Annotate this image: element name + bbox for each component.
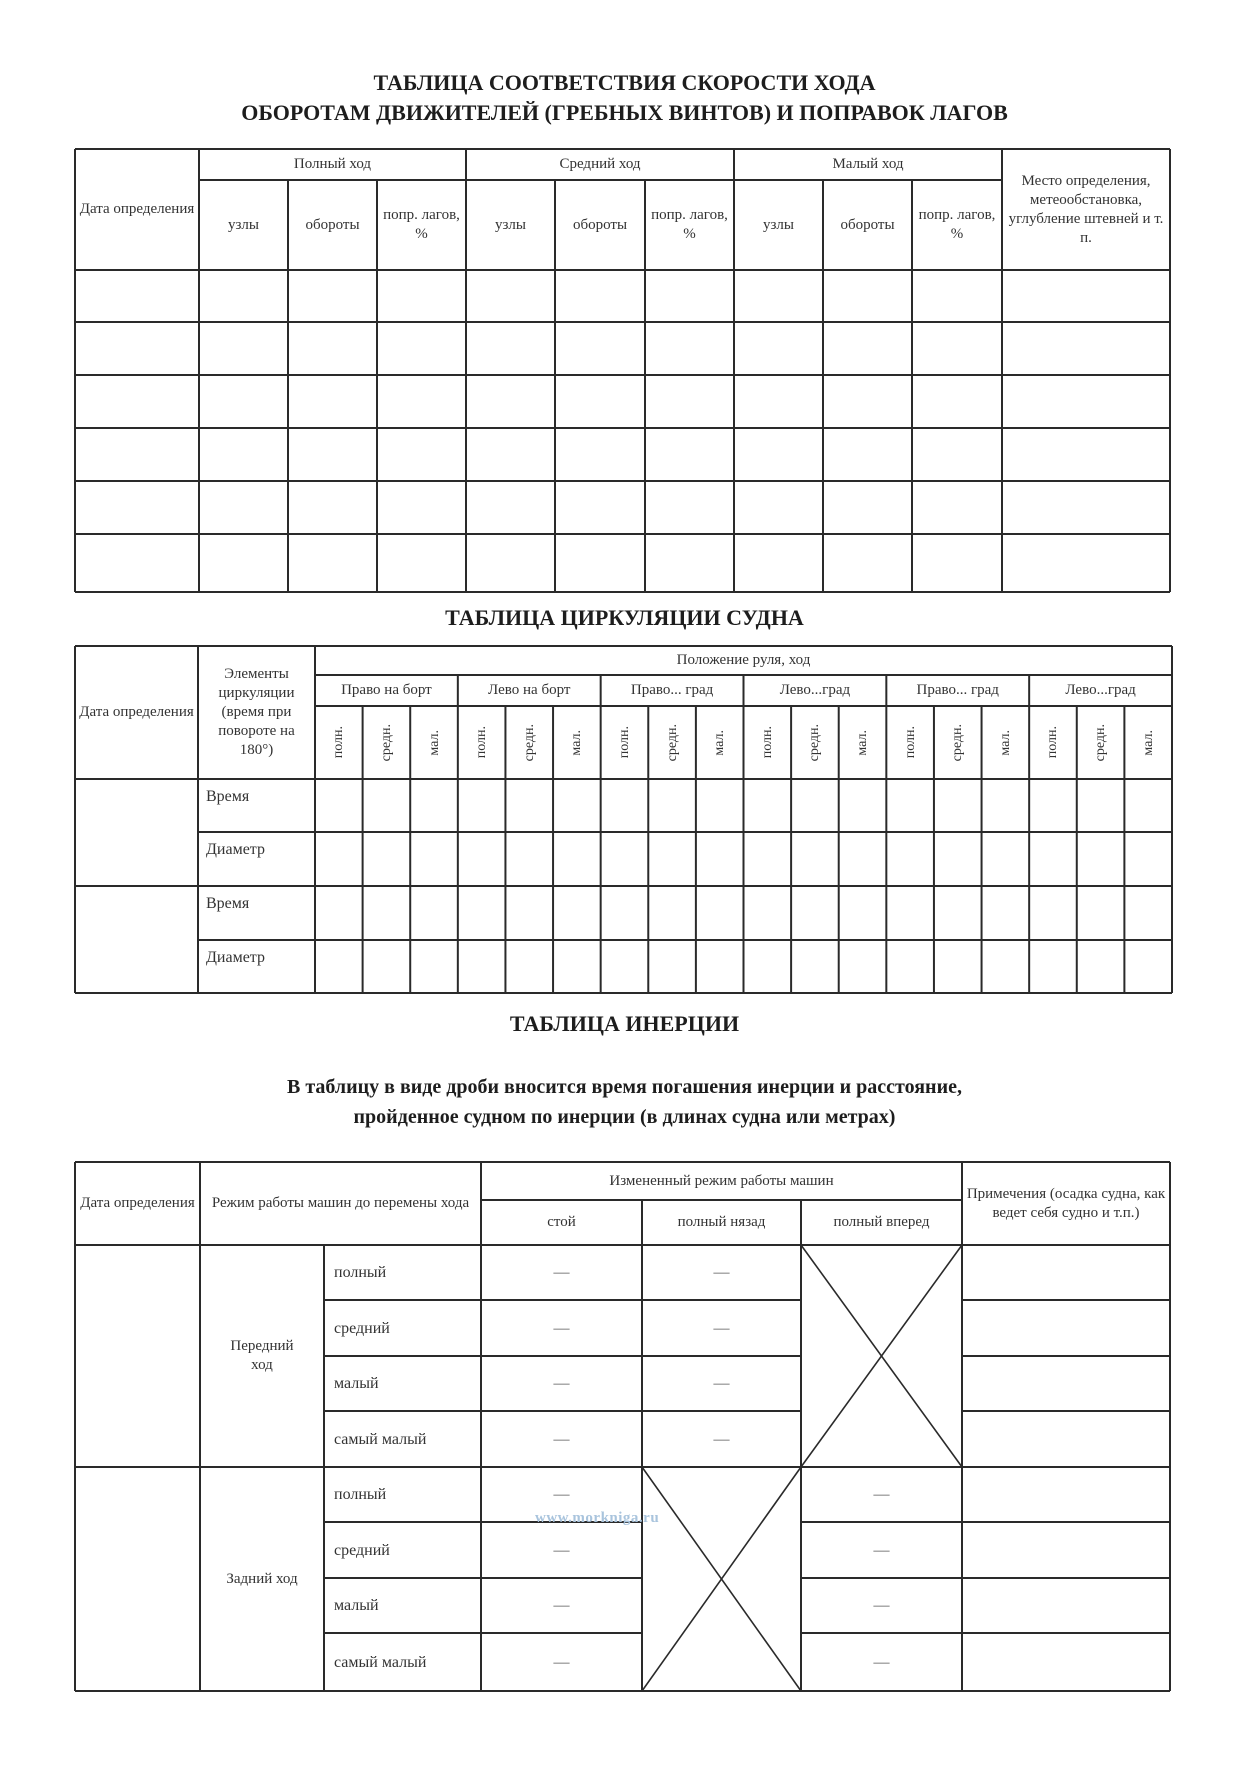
- inertia-mode-row-label: [324, 1467, 481, 1522]
- circulation-speed-header-4-0-label: полн.: [902, 726, 918, 759]
- speed-subheader-1-1-label: обороты: [572, 216, 628, 233]
- inertia-notes-header: [962, 1162, 1170, 1245]
- speed-group-header-2-label: Малый ход: [832, 156, 904, 172]
- inertia-mode-row-label: [324, 1245, 481, 1300]
- inertia-full-astern-dash-label: —: [713, 1319, 730, 1337]
- inertia-stop-dash-label: —: [553, 1653, 570, 1671]
- circulation-speed-header-1-1-label: средн.: [521, 723, 537, 762]
- circulation-speed-header-0-0-label: полн.: [331, 726, 347, 759]
- speed-subheader-1-2-label: попр. лагов, %: [651, 207, 728, 242]
- circulation-rudder-header-label: Положение руля, ход: [676, 652, 811, 668]
- inertia-notes-header-label: Примечения (осадка судна, как ведет себя судно и т.п.): [966, 1185, 1166, 1221]
- inertia-mode-row-label-label: малый: [334, 1597, 379, 1614]
- speed-subheader-1-0-label: узлы: [495, 216, 526, 233]
- inertia-sub-full-astern-label: полный нязад: [677, 1214, 766, 1230]
- circulation-speed-header-2-1-label: средн.: [664, 723, 680, 762]
- speed-subheader-0-2-label: попр. лагов, %: [383, 207, 460, 242]
- circulation-speed-header-2-2-label: мал.: [712, 729, 728, 756]
- circulation-speed-header-3-1-label: средн.: [807, 723, 823, 762]
- circulation-group-header-4-label: Право... град: [916, 682, 999, 698]
- circulation-speed-header-3-2-label: мал.: [855, 729, 871, 756]
- inertia-full-astern-dash: [642, 1356, 801, 1411]
- speed-place-header-label: Место определения, метеообстановка, углубление штевней и т. п.: [1008, 172, 1164, 246]
- circulation-speed-header-1-2-label: мал.: [569, 729, 585, 756]
- forward-motion-label-label: Передний ход: [230, 1338, 294, 1373]
- inertia-table-title: ТАБЛИЦА ИНЕРЦИИ: [509, 1011, 740, 1036]
- inertia-full-astern-dash: [642, 1411, 801, 1467]
- circulation-speed-header-0-2-label: мал.: [426, 729, 442, 756]
- circulation-group-header-2-label: Право... град: [630, 682, 714, 698]
- reverse-motion-label-label: Задний ход: [226, 1570, 298, 1587]
- inertia-stop-dash-label: —: [553, 1264, 570, 1281]
- inertia-mode-row-label-label: средний: [334, 1319, 390, 1337]
- speed-subheader-2-0-label: узлы: [763, 216, 794, 233]
- inertia-full-astern-dash: [642, 1245, 801, 1300]
- circulation-row-label-label: Диаметр: [206, 841, 265, 858]
- inertia-mode-row-label: [324, 1411, 481, 1467]
- speed-group-header-0-label: Полный ход: [293, 156, 372, 172]
- inertia-date-header-label: Дата определения: [80, 1195, 195, 1211]
- circulation-speed-header-0-1-label: средн.: [378, 723, 394, 762]
- forward-motion-label: [200, 1245, 324, 1467]
- circulation-speed-header-5-0-label: полн.: [1045, 726, 1061, 759]
- inertia-stop-dash: [481, 1633, 642, 1691]
- inertia-notes-input-cell[interactable]: [962, 1245, 1170, 1300]
- speed-table-title-line1: ТАБЛИЦА СООТВЕТСТВИЯ СКОРОСТИ ХОДА: [373, 70, 876, 95]
- speed-subheader-2-1-label: обороты: [840, 216, 895, 233]
- circulation-group-header-3-label: Лево...град: [779, 682, 851, 698]
- inertia-stop-dash-label: —: [553, 1597, 570, 1614]
- inertia-sub-full-ahead-label: полный вперед: [833, 1214, 930, 1230]
- inertia-mode-row-label: [324, 1356, 481, 1411]
- inertia-stop-dash: [481, 1411, 642, 1467]
- inertia-stop-dash: [481, 1300, 642, 1356]
- inertia-notes-input-cell[interactable]: [962, 1411, 1170, 1467]
- reverse-motion-label: [200, 1467, 324, 1691]
- inertia-full-astern-dash-label: —: [713, 1430, 730, 1448]
- inertia-full-ahead-dash: [801, 1633, 962, 1691]
- circulation-speed-header-5-1-label: средн.: [1093, 723, 1109, 762]
- inertia-stop-dash-label: —: [553, 1541, 570, 1559]
- speed-subheader-2-2-label: попр. лагов, %: [918, 207, 996, 242]
- inertia-mode-row-label: [324, 1578, 481, 1633]
- inertia-stop-dash-label: —: [553, 1430, 570, 1448]
- inertia-notes-input-cell[interactable]: [962, 1300, 1170, 1356]
- inertia-notes-input-cell[interactable]: [962, 1578, 1170, 1633]
- inertia-mode-row-label-label: полный: [334, 1486, 387, 1503]
- inertia-changed-header: [481, 1162, 962, 1200]
- inertia-mode-row-label-label: самый малый: [334, 1430, 427, 1448]
- inertia-stop-dash: [481, 1356, 642, 1411]
- circulation-date-header-label: Дата определения: [79, 704, 194, 720]
- inertia-stop-dash: [481, 1245, 642, 1300]
- inertia-full-ahead-dash: [801, 1522, 962, 1578]
- inertia-sub-stop: [481, 1200, 642, 1245]
- inertia-full-astern-dash-label: —: [713, 1375, 730, 1392]
- circulation-speed-header-4-1-label: средн.: [950, 723, 966, 762]
- circulation-row-label-label: Время: [206, 895, 250, 912]
- inertia-notes-input-cell[interactable]: [962, 1633, 1170, 1691]
- inertia-stop-dash-label: —: [553, 1486, 570, 1503]
- inertia-stop-dash: [481, 1578, 642, 1633]
- inertia-sub-stop-label: стой: [547, 1214, 576, 1230]
- inertia-mode-row-label-label: средний: [334, 1541, 390, 1559]
- inertia-stop-dash-label: —: [553, 1375, 570, 1392]
- speed-table-title-line2: ОБОРОТАМ ДВИЖИТЕЛЕЙ (ГРЕБНЫХ ВИНТОВ) И ПОПРАВОК ЛАГОВ: [241, 100, 1008, 125]
- circulation-row-label-label: Время: [206, 788, 250, 805]
- watermark: www.morkniga.ru: [535, 1510, 660, 1526]
- circulation-group-header-5-label: Лево...град: [1065, 682, 1136, 698]
- inertia-date-cell[interactable]: [75, 1467, 200, 1691]
- circulation-elements-header-label: Элементы циркуляции (время при повороте на 180°): [218, 666, 295, 758]
- circulation-speed-header-5-2-label: мал.: [1140, 729, 1156, 756]
- inertia-date-cell[interactable]: [75, 1245, 200, 1467]
- inertia-date-header: [75, 1162, 200, 1245]
- inertia-note-line1: В таблицу в виде дроби вносится время погашения инерции и расстояние,: [287, 1076, 962, 1098]
- inertia-notes-input-cell[interactable]: [962, 1467, 1170, 1522]
- inertia-full-ahead-dash-label: —: [873, 1541, 890, 1559]
- inertia-changed-header-label: Измененный режим работы машин: [609, 1172, 834, 1189]
- inertia-full-ahead-dash: [801, 1467, 962, 1522]
- inertia-mode-row-label-label: малый: [334, 1375, 379, 1392]
- inertia-mode-header-label: Режим работы машин до перемены хода: [211, 1195, 470, 1211]
- inertia-full-astern-dash-label: —: [713, 1264, 730, 1281]
- inertia-full-ahead-dash-label: —: [873, 1653, 890, 1671]
- circulation-speed-header-2-0-label: полн.: [616, 726, 632, 759]
- circulation-speed-header-4-2-label: мал.: [997, 729, 1013, 756]
- inertia-sub-full-astern: [642, 1200, 801, 1245]
- inertia-stop-dash: [481, 1522, 642, 1578]
- inertia-note-line2: пройденное судном по инерции (в длинах судна или метрах): [353, 1106, 896, 1128]
- inertia-mode-row-label: [324, 1300, 481, 1356]
- inertia-mode-row-label: [324, 1522, 481, 1578]
- inertia-notes-input-cell[interactable]: [962, 1522, 1170, 1578]
- speed-date-header-label: Дата определения: [79, 201, 195, 217]
- circulation-table-title: ТАБЛИЦА ЦИРКУЛЯЦИИ СУДНА: [445, 605, 804, 630]
- circulation-row-label-label: Диаметр: [206, 949, 265, 966]
- inertia-full-ahead-dash-label: —: [873, 1597, 890, 1614]
- inertia-stop-dash-label: —: [553, 1319, 570, 1337]
- inertia-notes-input-cell[interactable]: [962, 1356, 1170, 1411]
- inertia-full-ahead-dash: [801, 1578, 962, 1633]
- speed-subheader-0-1-label: обороты: [305, 216, 360, 233]
- inertia-full-astern-dash: [642, 1300, 801, 1356]
- circulation-speed-header-3-0-label: полн.: [759, 726, 775, 759]
- inertia-mode-row-label: [324, 1633, 481, 1691]
- inertia-full-ahead-dash-label: —: [873, 1486, 890, 1503]
- circulation-group-header-0-label: Право на борт: [341, 682, 432, 698]
- circulation-group-header-1-label: Лево на борт: [488, 682, 571, 698]
- circulation-speed-header-1-0-label: полн.: [474, 726, 490, 759]
- speed-group-header-1-label: Средний ход: [559, 156, 641, 172]
- speed-subheader-0-0-label: узлы: [228, 216, 259, 233]
- inertia-mode-row-label-label: самый малый: [334, 1653, 427, 1671]
- inertia-mode-row-label-label: полный: [334, 1264, 387, 1281]
- inertia-sub-full-ahead: [801, 1200, 962, 1245]
- inertia-mode-header: [200, 1162, 481, 1245]
